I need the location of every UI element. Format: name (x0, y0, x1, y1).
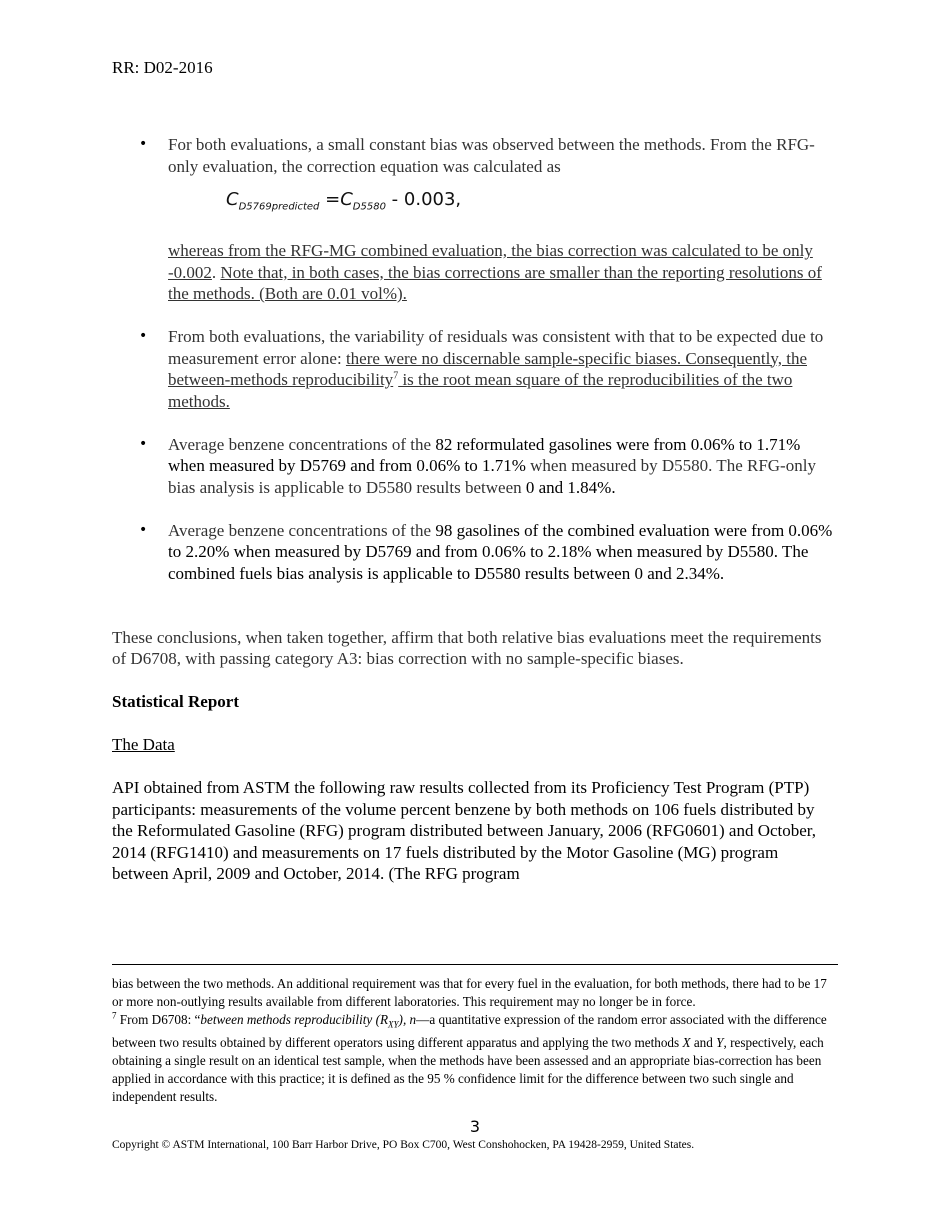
conclusion-paragraph: These conclusions, when taken together, affirm that both relative bias evaluations meet the requirements of D6708, with passing category A3: bias correction with no sample-specific biases. (112, 627, 822, 669)
main-content (112, 134, 838, 906)
footnote-7-term: between methods reproducibility $(R_{XY})$, n (200, 1012, 417, 1030)
bullet-text-a: From both evaluations, the variability of residuals was consistent with that to be expected due to measurement error alone: (168, 327, 824, 368)
bullet-icon: • (139, 521, 148, 538)
bullet-text-c: is the root mean square of the reproducibilities of the two methods. (168, 370, 793, 411)
section-title: Statistical Report (112, 692, 240, 712)
bullet-combined-concentrations (112, 520, 838, 585)
footnote-ref-7[interactable]: 7 (393, 370, 399, 382)
document-header: RR: D02-2016 (112, 58, 213, 77)
footnote-continuation: bias between the two methods. An additional requirement was that for every fuel in the evaluation, for both methods, there had to be 17 or more non-outlying results available from different laboratories. This requirement may no longer be in force. (112, 976, 827, 1009)
bullet-text-p2: 82 reformulated gasolines were from 0.06% to 1.71% when measured by D5769 and from 0.06% to 1.71% (168, 434, 801, 476)
bullet-text-p2: 98 gasolines of the combined evaluation were from 0.06% to 2.20% when measured by D5769 and from 0.06% to 2.18% when measured by D5580. The combined fuels bias analysis is applicable to D5580 results between 0 and 2.34%. (168, 520, 833, 583)
bullet-constant-bias (112, 134, 838, 305)
bullet-text-p1: Average benzene concentrations of the (168, 520, 436, 540)
bullet-icon: • (139, 435, 148, 452)
equation-rhs-sub: D5580 (352, 201, 386, 213)
followup-combined: whereas from the RFG-MG combined evaluation, the bias correction was calculated to be only -0.002 (168, 241, 813, 282)
bullet-rfg-concentrations (112, 434, 838, 499)
bullet-followup (168, 240, 838, 305)
bullet-text: For both evaluations, a small constant bias was observed between the methods. From the RFG-only evaluation, the correction equation was calculated as (168, 135, 815, 176)
bullet-text-p4: 0 and 1.84%. (525, 477, 616, 497)
equation-rhs-var: C (340, 189, 353, 210)
followup-sep: . (211, 262, 221, 282)
equation-op: = (325, 189, 341, 210)
footnotes (112, 975, 838, 1106)
footnote-7: $^7$ From D6708: “between methods reproducibility $(R_{XY})$, n—a quantitative expression of the random error associated with the difference between two results obtained by different operators using different apparatus and applying the two methods X and Y, respectively, each obtaining a single result on an identical test sample, when the methods have been assessed and an appropriate bias-correction has been applied in accordance with this practice; it is defined as the 95 % confidence limit for the difference between two such single and independent results. (112, 1010, 827, 1104)
bullet-icon: • (139, 136, 148, 152)
subsection-title: The Data (112, 735, 175, 755)
bullet-icon: • (139, 328, 148, 345)
bullet-residual-variability (112, 326, 838, 412)
footnote-7-mark: 7 (112, 1010, 117, 1021)
copyright-notice: Copyright © ASTM International, 100 Barr Harbor Drive, PO Box C700, West Conshohocken, PA 19428-2959, United States. (112, 1139, 695, 1151)
bullet-text-p3: when measured by D5580. The RFG-only bias analysis is applicable to D5580 results between (168, 456, 816, 497)
data-paragraph: API obtained from ASTM the following raw results collected from its Proficiency Test Program (PTP) participants: measurements of the volume percent benzene by both methods on 106 fuels distributed by the Reformulated Gasoline (RFG) program distributed between January, 2006 (RFG0601) and October, 2014 (RFG1410) and measurements on 17 fuels distributed by the Motor Gasoline (MG) program between April, 2009 and October, 2014. (The RFG program (112, 778, 817, 884)
bullet-text-p1: Average benzene concentrations of the (168, 434, 436, 454)
equation-lhs-var: C (226, 189, 239, 210)
equation-tail: - 0.003, (385, 189, 462, 210)
footnote-separator (112, 964, 838, 965)
equation-lhs-sub: D5769predicted (238, 201, 320, 213)
page-number: 3 (469, 1117, 481, 1136)
followup-note: Note that, in both cases, the bias corrections are smaller than the reporting resolutions of the methods. (Both are 0.01 vol%). (168, 262, 822, 304)
correction-equation (226, 189, 838, 218)
bullet-text-b: there were no discernable sample-specific biases. Consequently, the between-methods reproducibility (168, 348, 807, 390)
